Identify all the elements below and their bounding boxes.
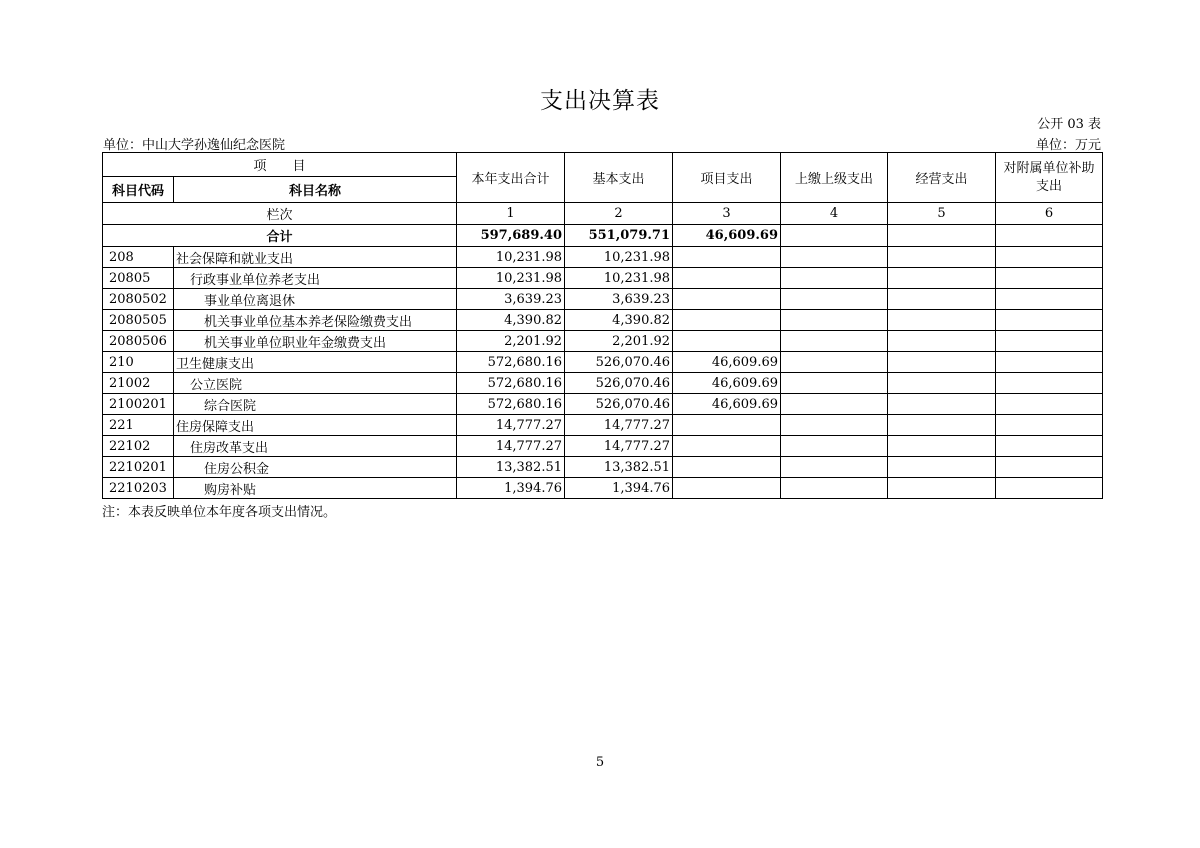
amount-cell [888, 394, 996, 415]
subject-name: 住房保障支出 [174, 415, 457, 436]
amount-cell [996, 352, 1103, 373]
page-number: 5 [595, 755, 605, 770]
amount-cell: 572,680.16 [457, 352, 565, 373]
subject-code: 2080506 [103, 331, 174, 352]
amount-cell [888, 415, 996, 436]
amount-cell: 13,382.51 [457, 457, 565, 478]
amount-cell: 526,070.46 [565, 373, 673, 394]
amount-cell [673, 247, 781, 268]
subject-name: 住房改革支出 [174, 436, 457, 457]
table-row [103, 436, 1103, 457]
amount-cell [781, 352, 888, 373]
subject-code: 210 [103, 352, 174, 373]
expenditure-table [102, 152, 1103, 499]
subject-name: 卫生健康支出 [174, 352, 457, 373]
amount-cell: 14,777.27 [457, 436, 565, 457]
header-subsidy-expenditure: 对附属单位补助支出 [996, 153, 1103, 203]
currency-unit: 单位：万元 [1035, 138, 1101, 153]
amount-cell [888, 373, 996, 394]
amount-cell [781, 478, 888, 499]
subject-code: 221 [103, 415, 174, 436]
amount-cell: 1,394.76 [565, 478, 673, 499]
subject-code: 2210201 [103, 457, 174, 478]
amount-cell [996, 331, 1103, 352]
subject-name: 行政事业单位养老支出 [174, 268, 457, 289]
amount-cell [888, 331, 996, 352]
amount-cell: 10,231.98 [457, 247, 565, 268]
header-code: 科目代码 [103, 177, 174, 203]
subject-code: 22102 [103, 436, 174, 457]
subject-name: 社会保障和就业支出 [174, 247, 457, 268]
amount-cell [673, 415, 781, 436]
amount-cell [888, 247, 996, 268]
column-index-row [103, 203, 1103, 225]
amount-cell [996, 310, 1103, 331]
table-row [103, 478, 1103, 499]
table-row [103, 331, 1103, 352]
header-remittance-expenditure: 上缴上级支出 [781, 153, 888, 203]
column-index: 1 [457, 203, 565, 225]
subject-code: 2100201 [103, 394, 174, 415]
amount-cell [888, 436, 996, 457]
reporting-unit: 单位：中山大学孙逸仙纪念医院 [103, 138, 286, 153]
header-basic-expenditure: 基本支出 [565, 153, 673, 203]
amount-cell: 46,609.69 [673, 394, 781, 415]
amount-cell: 572,680.16 [457, 394, 565, 415]
amount-cell: 3,639.23 [457, 289, 565, 310]
amount-cell [781, 457, 888, 478]
amount-cell [888, 352, 996, 373]
table-row [103, 373, 1103, 394]
table-row [103, 247, 1103, 268]
table-row [103, 268, 1103, 289]
subject-code: 2080502 [103, 289, 174, 310]
amount-cell [673, 457, 781, 478]
amount-cell: 14,777.27 [565, 415, 673, 436]
amount-cell [781, 247, 888, 268]
subject-code: 20805 [103, 268, 174, 289]
amount-cell [996, 457, 1103, 478]
amount-cell: 572,680.16 [457, 373, 565, 394]
table-row [103, 457, 1103, 478]
amount-cell: 2,201.92 [565, 331, 673, 352]
amount-cell [996, 478, 1103, 499]
total-value: 46,609.69 [673, 225, 781, 247]
amount-cell: 10,231.98 [565, 268, 673, 289]
amount-cell [996, 289, 1103, 310]
form-code: 公开 03 表 [1037, 117, 1101, 132]
header-total-expenditure: 本年支出合计 [457, 153, 565, 203]
amount-cell [673, 478, 781, 499]
amount-cell [781, 310, 888, 331]
subject-name: 机关事业单位基本养老保险缴费支出 [174, 310, 457, 331]
column-index-label: 栏次 [103, 203, 457, 225]
page-title: 支出决算表 [540, 88, 660, 114]
amount-cell [888, 478, 996, 499]
amount-cell [888, 310, 996, 331]
amount-cell [781, 436, 888, 457]
amount-cell [996, 247, 1103, 268]
subject-code: 208 [103, 247, 174, 268]
amount-cell: 10,231.98 [565, 247, 673, 268]
total-label: 合计 [103, 225, 457, 247]
column-index: 2 [565, 203, 673, 225]
subject-name: 住房公积金 [174, 457, 457, 478]
total-value [781, 225, 888, 247]
subject-code: 2210203 [103, 478, 174, 499]
table-row [103, 394, 1103, 415]
column-index: 6 [996, 203, 1103, 225]
header-item: 项 目 [103, 153, 457, 177]
amount-cell [673, 310, 781, 331]
amount-cell [781, 394, 888, 415]
table-row [103, 352, 1103, 373]
amount-cell: 1,394.76 [457, 478, 565, 499]
table-row [103, 289, 1103, 310]
subject-name: 事业单位离退休 [174, 289, 457, 310]
amount-cell [996, 268, 1103, 289]
amount-cell [673, 436, 781, 457]
amount-cell: 46,609.69 [673, 352, 781, 373]
total-value: 551,079.71 [565, 225, 673, 247]
column-index: 4 [781, 203, 888, 225]
amount-cell [781, 373, 888, 394]
amount-cell [781, 289, 888, 310]
amount-cell [888, 457, 996, 478]
subject-name: 综合医院 [174, 394, 457, 415]
header-operating-expenditure: 经营支出 [888, 153, 996, 203]
amount-cell [888, 289, 996, 310]
subject-name: 公立医院 [174, 373, 457, 394]
column-index: 3 [673, 203, 781, 225]
table-row [103, 415, 1103, 436]
total-row [103, 225, 1103, 247]
amount-cell: 526,070.46 [565, 352, 673, 373]
amount-cell: 4,390.82 [457, 310, 565, 331]
amount-cell [996, 415, 1103, 436]
table-row [103, 310, 1103, 331]
amount-cell [888, 268, 996, 289]
amount-cell [673, 268, 781, 289]
amount-cell [781, 415, 888, 436]
amount-cell [781, 268, 888, 289]
total-value [888, 225, 996, 247]
amount-cell: 526,070.46 [565, 394, 673, 415]
amount-cell [996, 436, 1103, 457]
amount-cell [996, 373, 1103, 394]
total-value [996, 225, 1103, 247]
amount-cell: 4,390.82 [565, 310, 673, 331]
amount-cell [996, 394, 1103, 415]
column-index: 5 [888, 203, 996, 225]
header-name: 科目名称 [174, 177, 457, 203]
subject-name: 机关事业单位职业年金缴费支出 [174, 331, 457, 352]
subject-name: 购房补贴 [174, 478, 457, 499]
total-value: 597,689.40 [457, 225, 565, 247]
amount-cell: 13,382.51 [565, 457, 673, 478]
amount-cell: 14,777.27 [457, 415, 565, 436]
amount-cell: 2,201.92 [457, 331, 565, 352]
header-project-expenditure: 项目支出 [673, 153, 781, 203]
amount-cell [673, 331, 781, 352]
subject-code: 2080505 [103, 310, 174, 331]
amount-cell [673, 289, 781, 310]
amount-cell: 10,231.98 [457, 268, 565, 289]
amount-cell: 3,639.23 [565, 289, 673, 310]
amount-cell: 46,609.69 [673, 373, 781, 394]
footnote: 注：本表反映单位本年度各项支出情况。 [102, 505, 337, 520]
subject-code: 21002 [103, 373, 174, 394]
amount-cell: 14,777.27 [565, 436, 673, 457]
amount-cell [781, 331, 888, 352]
